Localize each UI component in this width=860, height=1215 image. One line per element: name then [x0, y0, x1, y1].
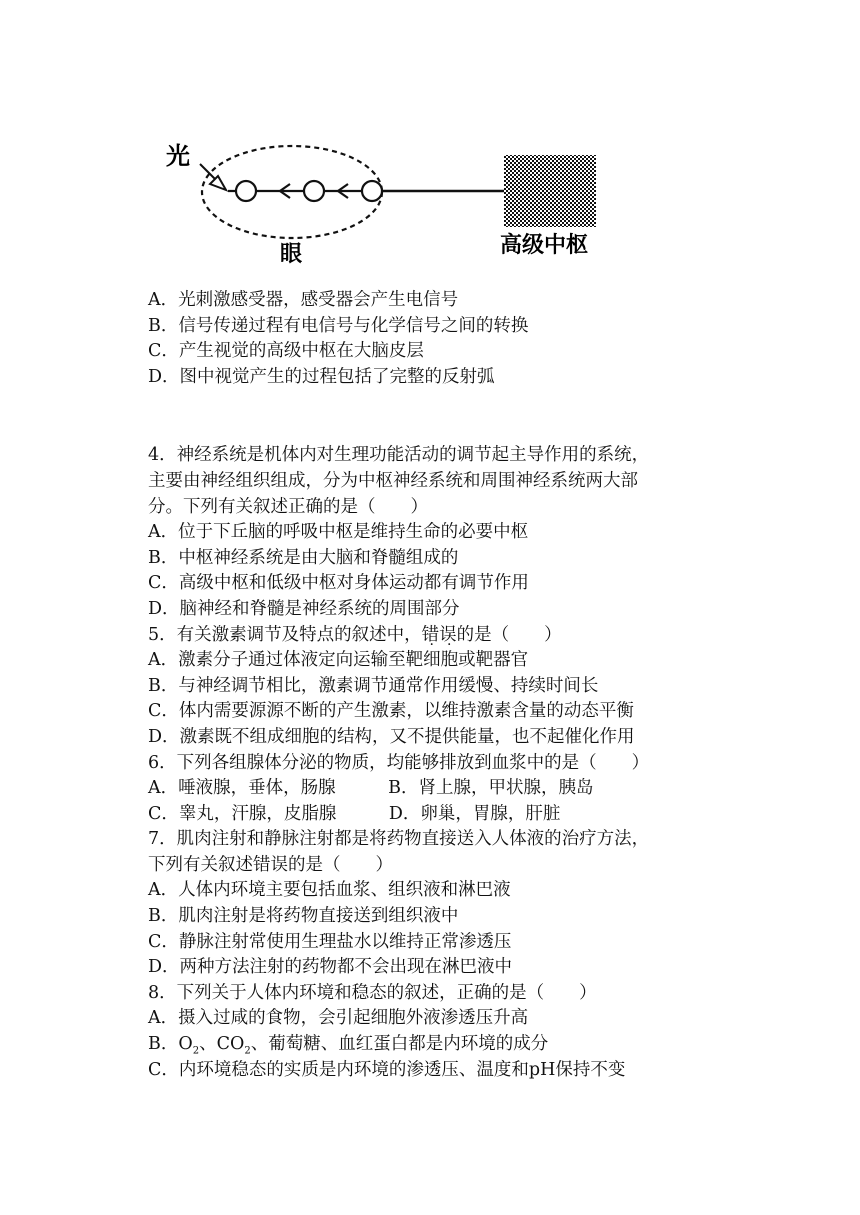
option-line: D．图中视觉产生的过程包括了完整的反射弧 [148, 366, 495, 387]
stem-line [148, 623, 728, 649]
emphasis-char: 误 [439, 624, 457, 645]
option-line: D．两种方法注射的药物都不会出现在淋巴液中 [148, 957, 513, 978]
option-text: 、葡萄糖、血红蛋白都是内环境的成分 [250, 1034, 549, 1055]
option-line: C．高级中枢和低级中枢对身体运动都有调节作用 [148, 573, 529, 594]
option-line: A．摄入过咸的食物，会引起细胞外液渗透压升高 [148, 1008, 529, 1029]
light-arrow-icon [200, 164, 226, 190]
subscript: 2 [244, 1045, 251, 1057]
question-4 [148, 443, 728, 622]
option-line: D．脑神经和脊髓是神经系统的周围部分 [148, 598, 460, 619]
option-line: C．静脉注射常使用生理盐水以维持正常渗透压 [148, 931, 512, 952]
question-7 [148, 827, 728, 981]
option-line: C．睾丸，汗腺，皮脂腺 D．卵巢，胃腺，肝脏 [148, 803, 561, 824]
stem-text: 5．有关激素调节及特点的叙述中， [148, 624, 422, 645]
stem-line: 6．下列各组腺体分泌的物质，均能够排放到血浆中的是（ ） [148, 752, 650, 773]
higher-center-block [504, 155, 596, 227]
option-line: B．与神经调节相比，激素调节通常作用缓慢、持续时间长 [148, 675, 599, 696]
receptor-chain [228, 181, 382, 201]
question-6 [148, 751, 728, 828]
visual-pathway-diagram [160, 128, 620, 278]
question-text [148, 288, 728, 1083]
option-line: A．人体内环境主要包括血浆、组织液和淋巴液 [148, 880, 511, 901]
stem-line: 分。下列有关叙述正确的是（ ） [148, 496, 428, 517]
option-line: C．产生视觉的高级中枢在大脑皮层 [148, 341, 424, 362]
option-line: D．激素既不组成细胞的结构，又不提供能量，也不起催化作用 [148, 726, 635, 747]
option-line: C．体内需要源源不断的产生激素，以维持激素含量的动态平衡 [148, 701, 634, 722]
option-line: A．唾液腺，垂体，肠腺 B．肾上腺，甲状腺，胰岛 [148, 778, 594, 799]
question-8 [148, 981, 728, 1083]
option-text: 、CO [199, 1034, 245, 1055]
option-text: B．O [148, 1034, 193, 1055]
higher-center-label: 高级中枢 [500, 232, 589, 257]
eye-label: 眼 [280, 241, 303, 266]
emphasis-char: 错 [421, 624, 440, 645]
stem-line: 主要由神经组织组成，分为中枢神经系统和周围神经系统两大部 [148, 470, 638, 491]
stem-line: 4．神经系统是机体内对生理功能活动的调节起主导作用的系统， [148, 445, 650, 466]
option-line: B．肌肉注射是将药物直接送到组织液中 [148, 906, 459, 927]
option-line: A．光刺激感受器，感受器会产生电信号 [148, 290, 459, 310]
option-line: B．中枢神经系统是由大脑和脊髓组成的 [148, 547, 459, 568]
option-line: A．位于下丘脑的呼吸中枢是维持生命的必要中枢 [148, 522, 529, 543]
subscript: 2 [192, 1045, 200, 1057]
stem-line: 下列有关叙述错误的是（ ） [148, 854, 393, 875]
stem-line: 7．肌肉注射和静脉注射都是将药物直接送入人体液的治疗方法， [148, 829, 650, 850]
option-line: C．内环境稳态的实质是内环境的渗透压、温度和pH保持不变 [148, 1059, 626, 1080]
stem-line: 8．下列关于人体内环境和稳态的叙述，正确的是（ ） [148, 982, 597, 1003]
option-line: A．激素分子通过体液定向运输至靶细胞或靶器官 [148, 650, 529, 671]
q3-options [148, 288, 728, 390]
question-5 [148, 623, 728, 751]
option-line [148, 1032, 728, 1058]
option-line: B．信号传递过程有电信号与化学信号之间的转换 [148, 315, 529, 336]
stem-text: 的是（ ） [456, 624, 562, 645]
light-label: 光 [166, 143, 190, 170]
